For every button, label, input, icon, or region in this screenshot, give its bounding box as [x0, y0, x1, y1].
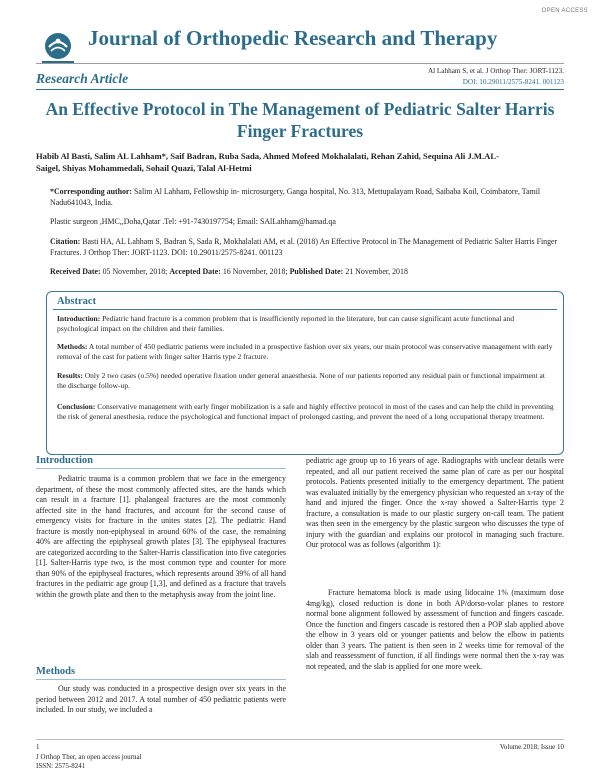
citation-text: Basti HA, AL Lahham S, Badran S, Sada R, Mokhalalati AM, et al. (2018) An Effective Protocol in The Management of Pediatric Salter Harris Finger Fractures. J Orthop Ther: JORT-1123. DOI: 10.29011/2575-8241. 001123 [50, 237, 558, 258]
journal-title: Journal of Orthopedic Research and Therapy [88, 26, 498, 50]
abstract-conclusion [57, 402, 555, 423]
citation-short: Al Lahham S, et al. J Orthop Ther: JORT-1123. [427, 67, 564, 75]
protocol-paragraph-2: Fracture hematoma block is made using lidocaine 1% (maximum dose 4mg/kg), closed reduction is done in both AP/dorso-volar planes to restore normal bone alignment followed by assessment of function and fingers cascade. Once the function and fingers cascade is restored then a POP slab applied above the elbow in 3 years old or younger patients and below the elbow in patients older than 3 years. The patient is then seen in 2 weeks time for removal of the slab and reassessment of function, if all findings were normal then the x-ray was not repeated, and the slab is applied for one more week. [306, 588, 564, 671]
corresponding-contact: Plastic surgeon ,HMC,,Doha,Qatar .Tel: +91-7430197754; Email: SAlLahham@hamad.qa [50, 217, 336, 226]
citation-block [50, 236, 564, 259]
introduction-text: Pediatric trauma is a common problem that we face in the emergency department, of these the most commonly affected sites, are the hands which can result in a fracture [1]. phalangeal fractures are the most commonly affected site in the hand fractures, and account for the second cause of emergency visits for fracture in the unites states [2]. The pediatric Hand fracture is mostly non-epiphyseal in around 60% of the case, the remaining 40% are affecting the epiphyseal growth plates [3]. The epiphyseal fractures are categorized according to the Salter-Harris classification into five categories [1]. Salter-Harris type two, is the most common type and counter for more than 90% of the epiphyseal fractures, which represents around 39% of all hand fractures in the pediatric age group [1,3], and defined as a fracture that travels within the growth plate and then to the metaphysis away from the joint line. [36, 474, 286, 599]
introduction-divider [36, 468, 286, 469]
abstract-introduction [57, 314, 555, 335]
footer-journal: J Orthop Ther, an open access journal [36, 752, 142, 761]
abstract-conclusion-label: Conclusion: [57, 402, 96, 411]
corresponding-label: *Corresponding author: [50, 187, 133, 196]
published-label: Published Date: [289, 267, 344, 276]
journal-logo-icon [40, 30, 76, 66]
footer-volume: Volume 2018; Issue 10 [499, 743, 564, 751]
received-label: Received Date: [50, 267, 101, 276]
abstract-intro-label: Introduction: [57, 314, 101, 323]
header-divider [36, 63, 564, 64]
article-type: Research Article [36, 71, 129, 86]
authors-line-2: Saigel, Shiyas Mohammedali, Sohail Quazi, Talal Al-Hetmi [36, 163, 252, 173]
authors-line-1: Habib Al Basti, Salim AL Lahham*, Saif Badran, Ruba Sada, Ahmed Mofeed Mokhalalati, Rehan Zahid, Sequina Ali J.M.AL- [36, 151, 499, 161]
methods-text: Our study was conducted in a prospective design over six years in the period between 2012 and 2017. A total number of 450 pediatric patients were included. In our study, we included a [36, 684, 286, 714]
page-number: 1 [36, 743, 40, 751]
article-type-divider [36, 89, 564, 90]
footer-divider [36, 739, 564, 740]
protocol-paragraph-1: pediatric age group up to 16 years of age. Radiographs with unclear details were repeated, and all our patient received the same plan of care as per our hospital protocols. Patients presented initially to the emergency department. The patient was evaluated initially by the emergency physician who requested an x-ray of the hand and injured the finger. Once the x-ray showed a Salter-Harris type 2 fracture, a consultation is made to our plastic surgery on-call team. The patient was then seen in the emergency by the plastic surgeon who discusses the type of injury with the guardian and explains our protocol in managing such fracture. Our protocol was as follows (algorithm 1): [306, 456, 564, 549]
doi-link[interactable]: DOI: 10.29011/2575-8241. 001123 [462, 78, 564, 86]
abstract-box [46, 291, 564, 455]
article-dates [50, 266, 564, 277]
accepted-date: 16 November, 2018; [222, 267, 288, 276]
footer-issn: ISSN: 2575-8241 [36, 762, 86, 770]
introduction-heading: Introduction [36, 455, 93, 466]
abstract-divider [53, 309, 557, 310]
header-citation-block [428, 66, 564, 88]
abstract-results [57, 371, 555, 392]
publisher-badge: OPEN ACCESS [541, 8, 588, 14]
abstract-conclusion-text: Conservative management with early finger mobilization is a safe and highly effective protocol in most of the cases and can help the child in preventing the risk of general anesthesia, reduce the psychological and functional impact of prolonged casting, and prevent the need of a long occupational therapy treatment. [57, 402, 554, 422]
abstract-intro-text: Pediatric hand fracture is a common problem that is insufficiently reported in the literature, but can cause significant acute functional and psychological impact on the children and their families. [57, 314, 515, 334]
methods-divider [36, 679, 286, 680]
footer-left [36, 743, 142, 772]
abstract-methods [57, 342, 555, 363]
received-date: 05 November, 2018; [102, 267, 168, 276]
abstract-methods-text: A total number of 450 pediatric patients were included in a prospective fashion over six years, our main protocol was conservative management with early removal of the cast for patient with finger salter Harris type 2 fracture. [57, 342, 553, 362]
corresponding-text: Salim Al Lahham, Fellowship in- microsurgery, Ganga hospital, No. 313, Mettupalayam Road, Saibaba Koil, Coimbatore, Tamil Nadu641043, India. [50, 187, 541, 208]
author-list [36, 150, 564, 174]
abstract-results-label: Results: [57, 371, 83, 380]
accepted-label: Accepted Date: [169, 267, 221, 276]
abstract-results-text: Only 2 two cases (o.5%) needed operative fixation under general anaesthesia. None of our patients reported any residual pain or functional impairment at the discharge follow-up. [57, 371, 545, 391]
published-date: 21 November, 2018 [345, 267, 408, 276]
corresponding-author [50, 186, 564, 209]
abstract-heading: Abstract [57, 296, 97, 307]
abstract-methods-label: Methods: [57, 342, 88, 351]
methods-heading: Methods [36, 666, 76, 677]
paper-title: An Effective Protocol in The Management of Pediatric Salter Harris Finger Fractures [45, 99, 555, 141]
citation-label: Citation: [50, 237, 81, 246]
